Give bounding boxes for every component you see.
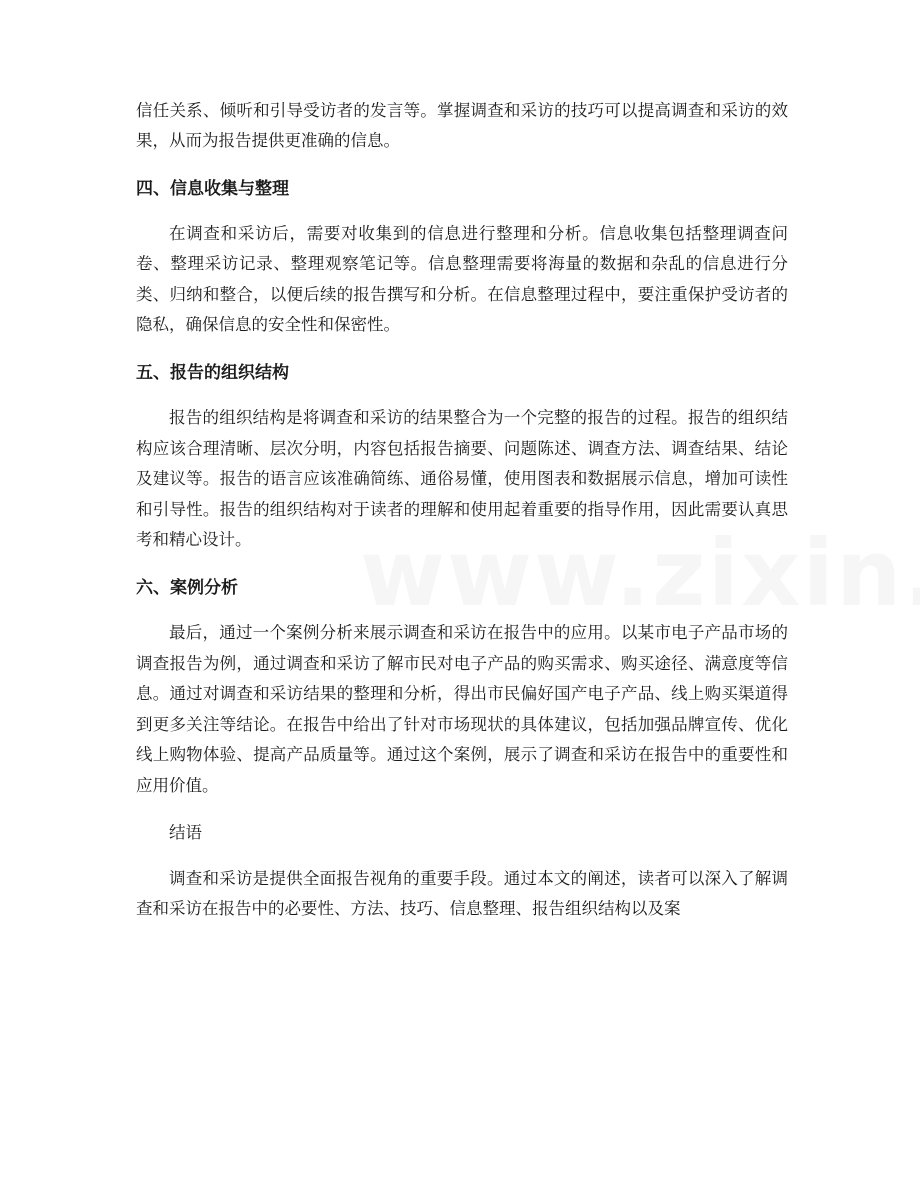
paragraph-interview-skills-end: 信任关系、倾听和引导受访者的发言等。掌握调查和采访的技巧可以提高调查和采访的效果，从而为报告提供更准确的信息。 — [136, 101, 788, 151]
heading-case-study: 六、案例分析 — [136, 578, 238, 599]
heading-report-structure: 五、报告的组织结构 — [136, 363, 289, 384]
paragraph-case-study: 最后，通过一个案例分析来展示调查和采访在报告中的应用。以某市电子产品市场的调查报告为例，通过调查和采访了解市民对电子产品的购买需求、购买途径、满意度等信息。通过对调查和采访结果的整理和分析，得出市民偏好国产电子产品、线上购买渠道得到更多关注等结论。在报告中给出了针对市场现状的具体建议，包括加强品牌宣传、优化线上购物体验、提高产品质量等。通过这个案例，展示了调查和采访在报告中的重要性和应用价值。 — [136, 623, 788, 795]
paragraph-conclusion: 调查和采访是提供全面报告视角的重要手段。通过本文的阐述，读者可以深入了解调查和采访在报告中的必要性、方法、技巧、信息整理、报告组织结构以及案 — [136, 868, 788, 919]
document-page — [136, 96, 788, 925]
paragraph-report-structure: 报告的组织结构是将调查和采访的结果整合为一个完整的报告的过程。报告的组织结构应该合理清晰、层次分明，内容包括报告摘要、问题陈述、调查方法、调查结果、结论及建议等。报告的语言应该准确简练、通俗易懂，使用图表和数据展示信息，增加可读性和引导性。报告的组织结构对于读者的理解和使用起着重要的指导作用，因此需要认真思考和精心设计。 — [136, 408, 788, 550]
conclusion-label: 结语 — [169, 822, 202, 842]
heading-info-collection: 四、信息收集与整理 — [136, 178, 289, 199]
paragraph-info-collection: 在调查和采访后，需要对收集到的信息进行整理和分析。信息收集包括整理调查问卷、整理采访记录、整理观察笔记等。信息整理需要将海量的数据和杂乱的信息进行分类、归纳和整合，以便后续的报告撰写和分析。在信息整理过程中，要注重保护受访者的隐私，确保信息的安全性和保密性。 — [136, 223, 788, 335]
